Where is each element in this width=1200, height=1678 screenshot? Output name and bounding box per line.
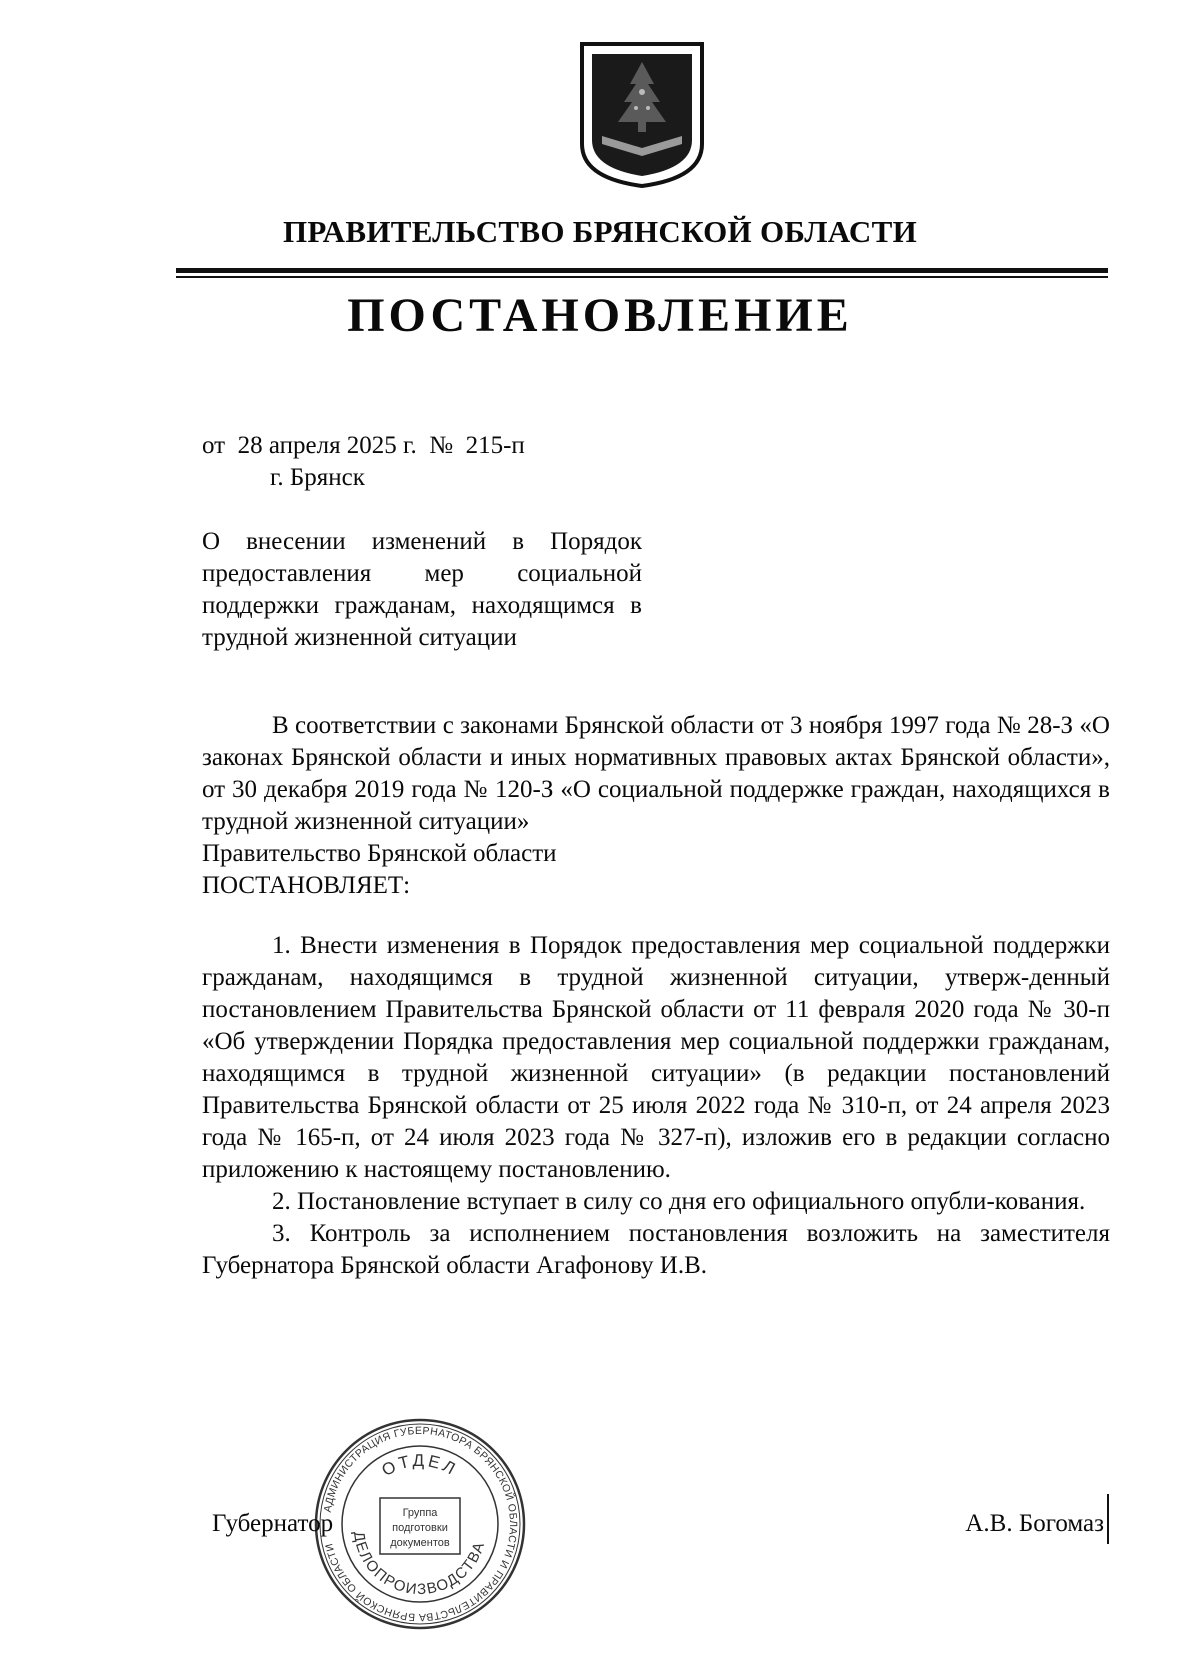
preamble-text: В соответствии с законами Брянской области от 3 ноября 1997 года № 28-З «О законах Брянской области и иных нормативных правовых актах Брянской области», от 30 декабря 2019 года № 120-З «О социальной поддержке граждан, находящихся в трудной жизненной ситуации» <box>202 712 1110 835</box>
official-seal-stamp <box>312 1416 528 1632</box>
document-subject: О внесении изменений в Порядок предоставления мер социальной поддержки гражданам, находящимся в трудной жизненной ситуации <box>202 528 642 651</box>
seal-center-line-3: документов <box>390 1537 450 1549</box>
seal-center-line-2: подготовки <box>392 1522 448 1534</box>
header-divider-thin <box>176 276 1108 278</box>
preamble-subject: Правительство Брянской области <box>202 840 557 867</box>
decree-items <box>202 930 1110 1282</box>
preamble-paragraph <box>202 710 1110 870</box>
decree-item-1: 1. Внести изменения в Порядок предоставления мер социальной поддержки гражданам, находящимся в трудной жизненной ситуации, утверж-денный постановлением Правительства Брянской области от 11 февраля 2020 года № 30-п «Об утверждении Порядка предоставления мер социальной поддержки гражданам, находящимся в трудной жизненной ситуации» (в редакции постановлений Правительства Брянской области от 25 июля 2022 года № 310-п, от 24 апреля 2023 года № 165-п, от 24 июля 2023 года № 327-п), изложив его в редакции согласно приложению к настоящему постановлению. <box>202 932 1110 1183</box>
signature-mark <box>1107 1494 1109 1544</box>
signatory-title: Губернатор <box>212 1510 334 1537</box>
document-city: г. Брянск <box>270 464 365 491</box>
decree-item-2: 2. Постановление вступает в силу со дня его официального опубли-кования. <box>272 1188 1086 1215</box>
decree-item-3: 3. Контроль за исполнением постановления возложить на заместителя Губернатора Брянской области Агафонову И.В. <box>202 1220 1110 1279</box>
organization-title: ПРАВИТЕЛЬСТВО БРЯНСКОЙ ОБЛАСТИ <box>282 214 918 249</box>
header-divider-thick <box>176 268 1108 273</box>
seal-center-line-1: Группа <box>402 1507 438 1519</box>
coat-of-arms-emblem <box>578 40 706 190</box>
seal-middle-text: ДЕЛОПРОИЗВОДСТВА <box>349 1530 489 1599</box>
seal-department: ОТДЕЛ <box>378 1450 461 1481</box>
document-date-number: от 28 апреля 2025 г. № 215-п <box>202 432 525 459</box>
svg-text:ОТДЕЛ <box>379 1451 461 1480</box>
decree-word: ПОСТАНОВЛЯЕТ: <box>202 872 411 899</box>
signatory-name: А.В. Богомаз <box>965 1510 1104 1537</box>
document-type-title: ПОСТАНОВЛЕНИЕ <box>347 289 853 342</box>
seal-outer-text: АДМИНИСТРАЦИЯ ГУБЕРНАТОРА БРЯНСКОЙ ОБЛАСТИ И ПРАВИТЕЛЬСТВА БРЯНСКОЙ ОБЛАСТИ <box>321 1424 520 1624</box>
